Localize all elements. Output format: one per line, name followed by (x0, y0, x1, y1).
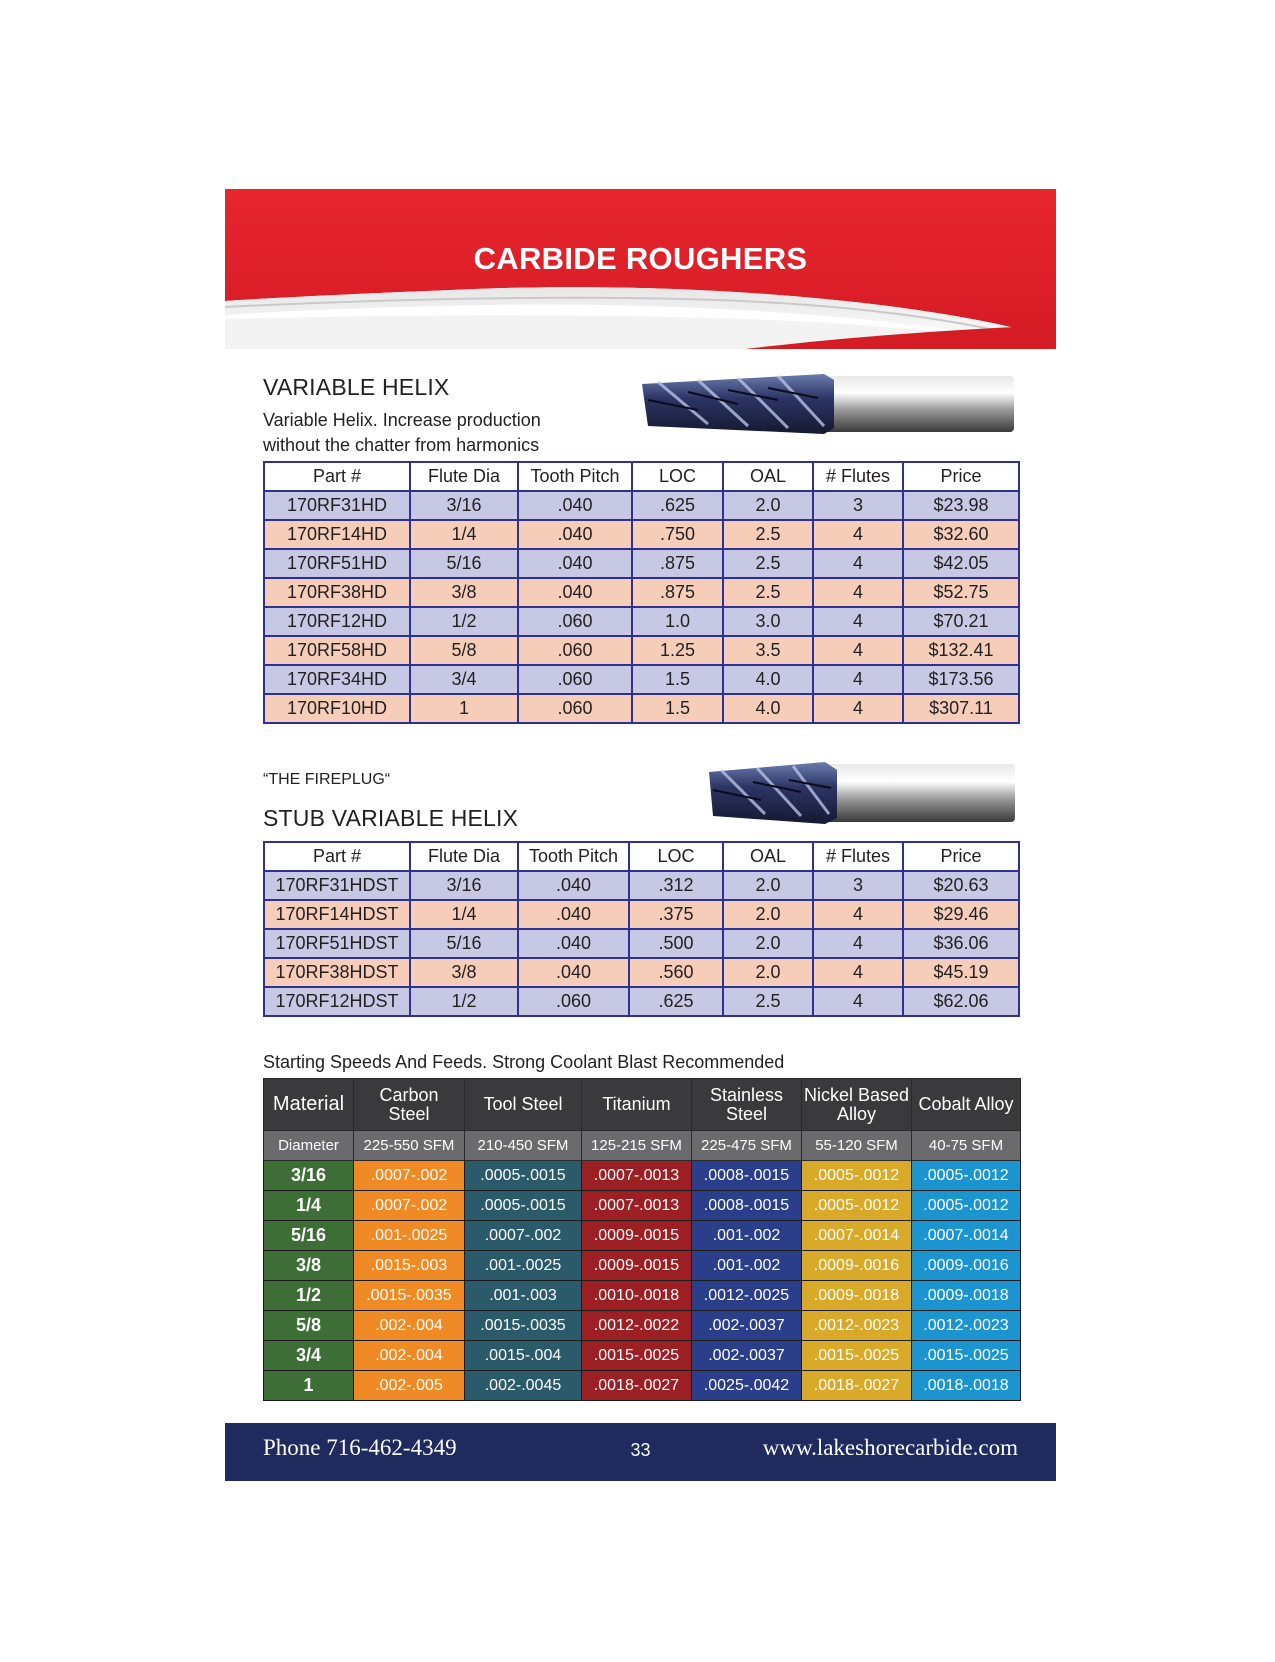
table-cell: $20.63 (903, 871, 1019, 900)
table-cell: .040 (518, 929, 629, 958)
table-cell: 1.5 (632, 665, 723, 694)
feed-value-cell: .0005-.0012 (802, 1191, 912, 1221)
material-stainless-steel (692, 1079, 802, 1131)
feed-value-cell: .0005-.0012 (912, 1191, 1021, 1221)
table-cell: .040 (518, 520, 632, 549)
table-cell: 2.0 (723, 900, 813, 929)
feed-value-cell: .002-.0037 (692, 1311, 802, 1341)
column-header-flute-dia: Flute Dia (410, 842, 518, 871)
diameter-cell: 1 (264, 1371, 354, 1401)
material-cobalt-alloy (912, 1079, 1021, 1131)
diameter-cell: 3/4 (264, 1341, 354, 1371)
table-cell: .625 (632, 491, 723, 520)
table-cell: 2.5 (723, 987, 813, 1016)
table-cell: 170RF14HD (264, 520, 410, 549)
feed-value-cell: .002-.005 (354, 1371, 465, 1401)
table-cell: 4 (813, 958, 903, 987)
table-cell: 3 (813, 871, 903, 900)
column-header-part: Part # (264, 842, 410, 871)
feed-value-cell: .0018-.0027 (582, 1371, 692, 1401)
table-cell: 170RF58HD (264, 636, 410, 665)
feed-value-cell: .002-.0037 (692, 1341, 802, 1371)
table-row (264, 607, 1019, 636)
feed-value-cell: .0018-.0027 (802, 1371, 912, 1401)
feed-value-cell: .0012-.0023 (802, 1311, 912, 1341)
table-row (264, 958, 1019, 987)
footer-bar (225, 1423, 1056, 1481)
sfm-value: 210-450 SFM (465, 1131, 582, 1161)
table-cell: 2.0 (723, 929, 813, 958)
feed-value-cell: .0015-.003 (354, 1251, 465, 1281)
diameter-cell: 3/8 (264, 1251, 354, 1281)
stub-variable-helix-heading: STUB VARIABLE HELIX (263, 805, 519, 831)
diameter-cell: 1/2 (264, 1281, 354, 1311)
table-cell: .750 (632, 520, 723, 549)
table-cell: 4 (813, 607, 903, 636)
table-cell: 3/8 (410, 958, 518, 987)
table-cell: 1/2 (410, 607, 518, 636)
table-row (264, 900, 1019, 929)
feed-value-cell: .0012-.0023 (912, 1311, 1021, 1341)
page-title: CARBIDE ROUGHERS (473, 241, 808, 276)
table-cell: 170RF12HDST (264, 987, 410, 1016)
material-line: Alloy (836, 1103, 876, 1124)
feed-value-cell: .0015-.0025 (802, 1341, 912, 1371)
header-banner (225, 189, 1056, 349)
table-cell: 3.0 (723, 607, 813, 636)
feed-value-cell: .0015-.0025 (912, 1341, 1021, 1371)
sfm-row (264, 1131, 1021, 1161)
table-row (264, 520, 1019, 549)
table-row (264, 871, 1019, 900)
table-cell: 170RF12HD (264, 607, 410, 636)
variable-helix-table (263, 461, 1020, 724)
feed-row (264, 1251, 1021, 1281)
feed-value-cell: .0010-.0018 (582, 1281, 692, 1311)
feed-value-cell: .001-.003 (465, 1281, 582, 1311)
table-row (264, 665, 1019, 694)
column-header-part: Part # (264, 462, 410, 491)
material-titanium (582, 1079, 692, 1131)
table-cell: 4 (813, 900, 903, 929)
table-cell: $23.98 (903, 491, 1019, 520)
table-cell: 4 (813, 665, 903, 694)
sfm-value: 125-215 SFM (582, 1131, 692, 1161)
column-header-flute-dia: Flute Dia (410, 462, 518, 491)
table-cell: 4.0 (723, 665, 813, 694)
material-line: Steel (725, 1103, 768, 1124)
table-cell: .625 (629, 987, 723, 1016)
table-cell: .060 (518, 636, 632, 665)
feed-value-cell: .002-.004 (354, 1311, 465, 1341)
table-cell: 2.5 (723, 549, 813, 578)
material-line: Nickel Based (803, 1084, 910, 1105)
column-header-oal: OAL (723, 842, 813, 871)
feed-value-cell: .0009-.0018 (912, 1281, 1021, 1311)
feed-value-cell: .0005-.0012 (802, 1161, 912, 1191)
table-cell: 1/4 (410, 520, 518, 549)
table-cell: $45.19 (903, 958, 1019, 987)
table-cell: 3/16 (410, 491, 518, 520)
table-cell: .875 (632, 549, 723, 578)
table-cell: 1/2 (410, 987, 518, 1016)
feed-value-cell: .0018-.0018 (912, 1371, 1021, 1401)
table-cell: 3 (813, 491, 903, 520)
feed-value-cell: .0005-.0015 (465, 1161, 582, 1191)
feed-value-cell: .0007-.0013 (582, 1161, 692, 1191)
table-cell: 4 (813, 987, 903, 1016)
table-cell: .500 (629, 929, 723, 958)
feed-value-cell: .0015-.0025 (582, 1341, 692, 1371)
diameter-label: Diameter (264, 1131, 354, 1161)
rougher-endmill-image (638, 370, 1020, 436)
table-cell: .040 (518, 578, 632, 607)
table-cell: 1/4 (410, 900, 518, 929)
diameter-cell: 3/16 (264, 1161, 354, 1191)
feed-value-cell: .0015-.004 (465, 1341, 582, 1371)
table-cell: $29.46 (903, 900, 1019, 929)
table-cell: 5/16 (410, 929, 518, 958)
table-cell: .560 (629, 958, 723, 987)
table-cell: 4 (813, 694, 903, 723)
table-row (264, 987, 1019, 1016)
table-cell: .375 (629, 900, 723, 929)
table-cell: .040 (518, 900, 629, 929)
table-cell: 1 (410, 694, 518, 723)
table-cell: .060 (518, 987, 629, 1016)
table-row (264, 578, 1019, 607)
column-header-loc: LOC (629, 842, 723, 871)
table-cell: 3/16 (410, 871, 518, 900)
feed-value-cell: .0005-.0015 (465, 1191, 582, 1221)
material-label: Material (264, 1079, 354, 1131)
table-cell: 170RF10HD (264, 694, 410, 723)
feed-value-cell: .0012-.0025 (692, 1281, 802, 1311)
table-cell: $132.41 (903, 636, 1019, 665)
feed-row (264, 1371, 1021, 1401)
fireplug-nickname: “THE FIREPLUG“ (263, 771, 391, 788)
table-row (264, 929, 1019, 958)
material-carbon-steel (354, 1079, 465, 1131)
table-cell: 2.0 (723, 871, 813, 900)
table-cell: 4 (813, 520, 903, 549)
table-cell: .060 (518, 665, 632, 694)
table-cell: $173.56 (903, 665, 1019, 694)
material-line: Steel (388, 1103, 430, 1124)
feed-value-cell: .0015-.0035 (465, 1311, 582, 1341)
table-cell: 2.5 (723, 520, 813, 549)
table-row (264, 491, 1019, 520)
column-header-price: Price (903, 462, 1019, 491)
column-header-price: Price (903, 842, 1019, 871)
feed-value-cell: .0015-.0035 (354, 1281, 465, 1311)
column-header-loc: LOC (632, 462, 723, 491)
tagline-line-1: Variable Helix. Increase production (263, 410, 541, 430)
table-row (264, 549, 1019, 578)
table-cell: 170RF38HD (264, 578, 410, 607)
column-header-oal: OAL (723, 462, 813, 491)
column-header-tooth-pitch: Tooth Pitch (518, 462, 632, 491)
table-cell: $52.75 (903, 578, 1019, 607)
diameter-cell: 1/4 (264, 1191, 354, 1221)
table-cell: 3.5 (723, 636, 813, 665)
material-nickel-based-alloy (802, 1079, 912, 1131)
feed-value-cell: .002-.004 (354, 1341, 465, 1371)
table-cell: 4 (813, 578, 903, 607)
material-line: Tool Steel (483, 1094, 563, 1114)
table-cell: .040 (518, 491, 632, 520)
material-line: Cobalt Alloy (918, 1094, 1014, 1114)
variable-helix-heading: VARIABLE HELIX (263, 374, 450, 400)
table-cell: .040 (518, 871, 629, 900)
column-header-flutes: # Flutes (813, 462, 903, 491)
material-line: Titanium (602, 1094, 671, 1114)
material-line: Carbon (379, 1084, 439, 1105)
table-cell: 3/4 (410, 665, 518, 694)
feed-value-cell: .0005-.0012 (912, 1161, 1021, 1191)
table-cell: .060 (518, 694, 632, 723)
feed-value-cell: .0007-.002 (354, 1191, 465, 1221)
table-cell: $32.60 (903, 520, 1019, 549)
page-number: 33 (630, 1440, 651, 1460)
feed-value-cell: .0007-.002 (465, 1221, 582, 1251)
table-cell: .040 (518, 958, 629, 987)
feed-value-cell: .0025-.0042 (692, 1371, 802, 1401)
feed-value-cell: .0009-.0015 (582, 1221, 692, 1251)
feed-value-cell: .0008-.0015 (692, 1161, 802, 1191)
feed-value-cell: .002-.0045 (465, 1371, 582, 1401)
table-cell: 170RF51HDST (264, 929, 410, 958)
feed-value-cell: .0007-.002 (354, 1161, 465, 1191)
table-cell: 170RF31HD (264, 491, 410, 520)
sfm-value: 225-475 SFM (692, 1131, 802, 1161)
feed-value-cell: .0009-.0016 (912, 1251, 1021, 1281)
table-cell: 2.5 (723, 578, 813, 607)
table-cell: 1.5 (632, 694, 723, 723)
speeds-feeds-table (263, 1078, 1021, 1401)
sfm-value: 55-120 SFM (802, 1131, 912, 1161)
material-line: Stainless (709, 1084, 784, 1105)
table-cell: 2.0 (723, 958, 813, 987)
feed-value-cell: .0009-.0015 (582, 1251, 692, 1281)
sfm-value: 40-75 SFM (912, 1131, 1021, 1161)
table-cell: 4 (813, 929, 903, 958)
table-cell: 170RF38HDST (264, 958, 410, 987)
table-cell: 4 (813, 549, 903, 578)
feed-value-cell: .0012-.0022 (582, 1311, 692, 1341)
table-cell: .875 (632, 578, 723, 607)
table-cell: 2.0 (723, 491, 813, 520)
table-cell: $307.11 (903, 694, 1019, 723)
feed-value-cell: .0007-.0014 (912, 1221, 1021, 1251)
feed-row (264, 1221, 1021, 1251)
stub-rougher-endmill-image (705, 760, 1020, 826)
feed-value-cell: .0007-.0013 (582, 1191, 692, 1221)
table-cell: 4 (813, 636, 903, 665)
footer-phone: Phone 716-462-4349 (263, 1435, 457, 1460)
feed-value-cell: .001-.0025 (465, 1251, 582, 1281)
feed-value-cell: .001-.0025 (354, 1221, 465, 1251)
stub-variable-helix-table (263, 841, 1020, 1017)
feed-value-cell: .0009-.0016 (802, 1251, 912, 1281)
feed-value-cell: .0007-.0014 (802, 1221, 912, 1251)
feed-row (264, 1311, 1021, 1341)
feed-value-cell: .0009-.0018 (802, 1281, 912, 1311)
feed-row (264, 1191, 1021, 1221)
diameter-cell: 5/16 (264, 1221, 354, 1251)
feed-row (264, 1341, 1021, 1371)
diameter-cell: 5/8 (264, 1311, 354, 1341)
table-cell: $70.21 (903, 607, 1019, 636)
table-cell: 170RF14HDST (264, 900, 410, 929)
column-header-flutes: # Flutes (813, 842, 903, 871)
table-cell: 5/8 (410, 636, 518, 665)
table-row (264, 636, 1019, 665)
table-cell: $42.05 (903, 549, 1019, 578)
table-cell: .060 (518, 607, 632, 636)
feed-value-cell: .001-.002 (692, 1221, 802, 1251)
column-header-tooth-pitch: Tooth Pitch (518, 842, 629, 871)
tagline-line-2: without the chatter from harmonics (263, 435, 540, 455)
table-cell: 3/8 (410, 578, 518, 607)
table-header-row (264, 462, 1019, 491)
sfm-value: 225-550 SFM (354, 1131, 465, 1161)
speeds-feeds-caption: Starting Speeds And Feeds. Strong Coolant Blast Recommended (263, 1052, 785, 1072)
material-tool-steel (465, 1079, 582, 1131)
table-cell: 170RF34HD (264, 665, 410, 694)
variable-helix-tagline (263, 408, 541, 458)
table-cell: .312 (629, 871, 723, 900)
table-cell: 4.0 (723, 694, 813, 723)
material-header-row (264, 1079, 1021, 1131)
table-row (264, 694, 1019, 723)
table-cell: $36.06 (903, 929, 1019, 958)
feed-row (264, 1161, 1021, 1191)
feed-value-cell: .001-.002 (692, 1251, 802, 1281)
table-cell: 170RF31HDST (264, 871, 410, 900)
table-cell: 170RF51HD (264, 549, 410, 578)
table-header-row (264, 842, 1019, 871)
feed-row (264, 1281, 1021, 1311)
table-cell: .040 (518, 549, 632, 578)
footer-website: www.lakeshorecarbide.com (762, 1435, 1018, 1460)
feed-value-cell: .0008-.0015 (692, 1191, 802, 1221)
table-cell: 1.0 (632, 607, 723, 636)
table-cell: 5/16 (410, 549, 518, 578)
table-cell: $62.06 (903, 987, 1019, 1016)
table-cell: 1.25 (632, 636, 723, 665)
